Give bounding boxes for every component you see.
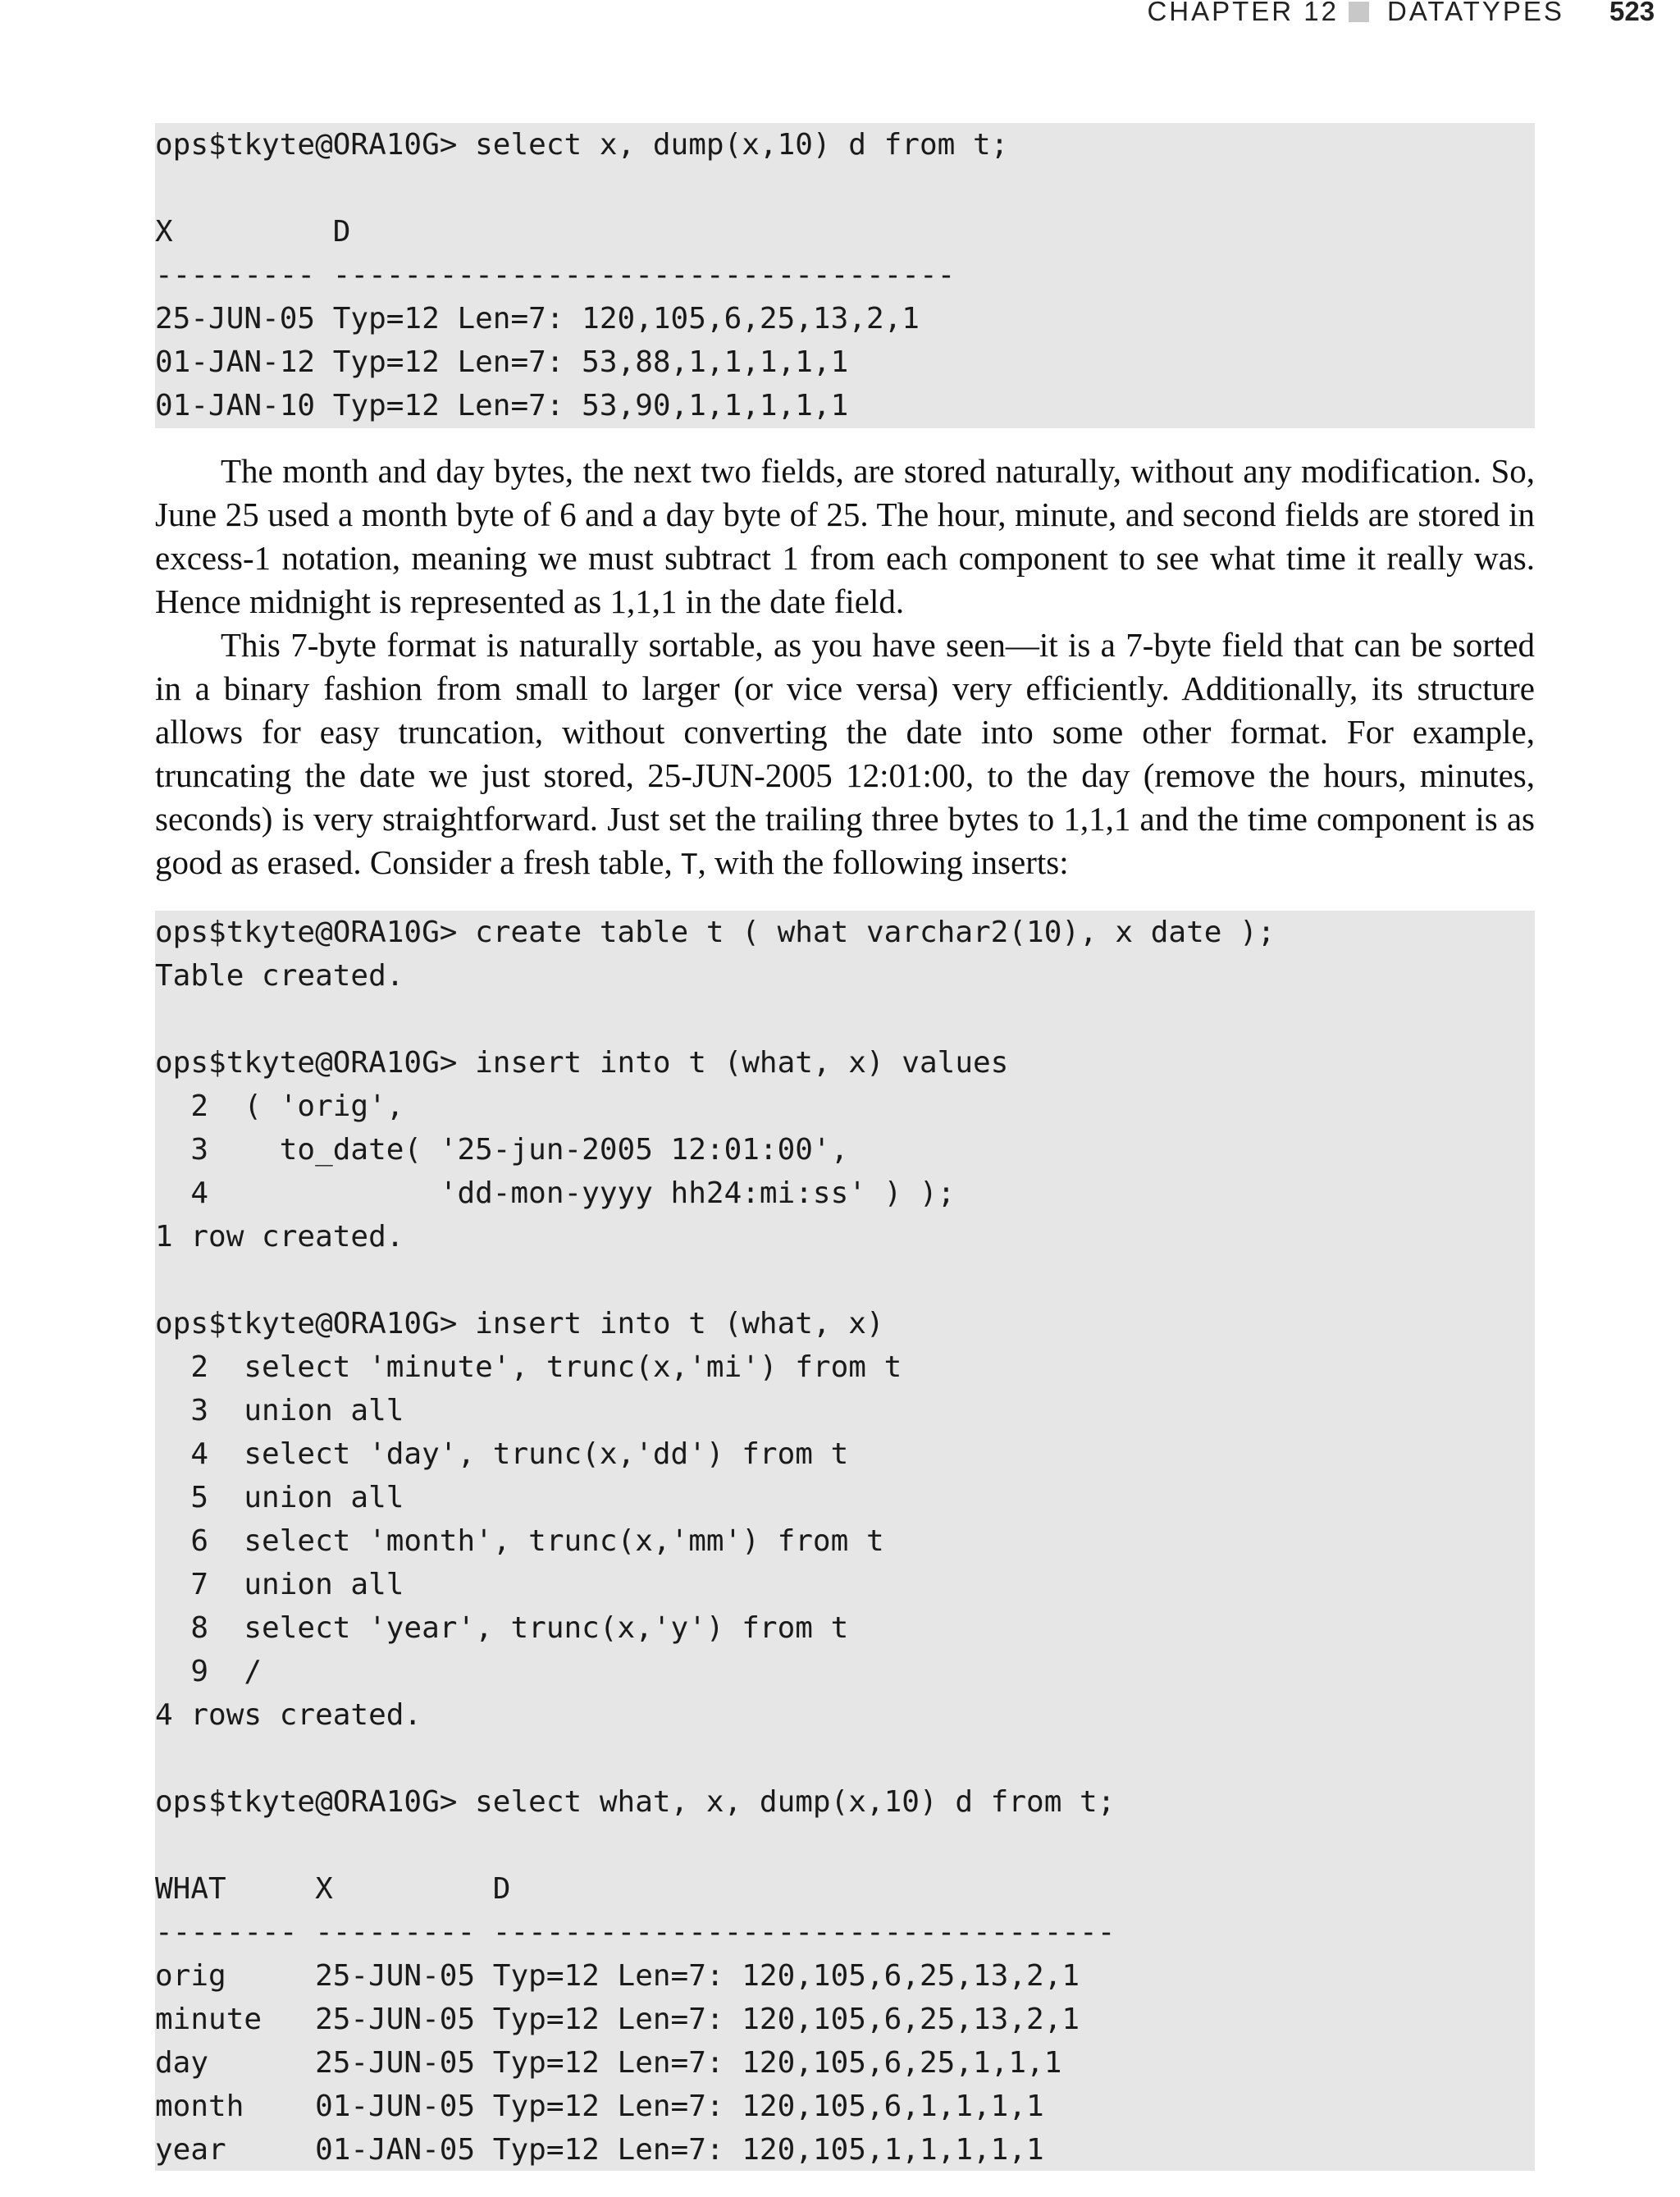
body-text	[155, 450, 1535, 887]
paragraph-1: The month and day bytes, the next two fields, are stored naturally, without any modification. So, June 25 used a month byte of 6 and a day byte of 25. The hour, minute, and second fields are stored in excess-1 notation, meaning we must subtract 1 from each component to see what time it really was. Hence midnight is represented as 1,1,1 in the date field.	[155, 452, 1535, 620]
inline-code-table-name: T	[681, 848, 698, 881]
page-number: 523	[1609, 0, 1655, 26]
code-listing-truncation	[155, 911, 1535, 2171]
header-square-icon	[1349, 2, 1369, 22]
code-listing-dump-query	[155, 123, 1535, 428]
paragraph-2	[155, 623, 1535, 887]
code-text-1: ops$tkyte@ORA10G> select x, dump(x,10) d from t; X D --------- ----------------------------------- 25-JUN-05 Typ=12 Len=7: 120,105,6,25,13,2,1 01-JAN-12 Typ=12 Len=7: 53,88,1,1,1,1,1 01-JAN-10 Typ=12 Len=7: 53,90,1,1,1,1,1	[155, 128, 1009, 422]
running-header	[0, 0, 1680, 33]
section-label: DATATYPES	[1387, 0, 1564, 26]
code-text-2: ops$tkyte@ORA10G> create table t ( what varchar2(10), x date ); Table created. ops$tkyte@ORA10G> insert into t (what, x) values 2 ( 'orig', 3 to_date( '25-jun-2005 12:01:00', 4 'dd-mon-yyyy hh24:mi:ss' ) ); 1 row created. ops$tkyte@ORA10G> insert into t (what, x) 2 select 'minute', trunc(x,'mi') from t 3 union all 4 select 'day', trunc(x,'dd') from t 5 union all 6 select 'month', trunc(x,'mm') from t 7 union all 8 select 'year', trunc(x,'y') from t 9 / 4 rows created. ops$tkyte@ORA10G> select what, x, dump(x,10) d from t; WHAT X D -------- --------- ----------------------------------- orig 25-JUN-05 Typ=12 Len=7: 120,105,6,25,13,2,1 minute 25-JUN-05 Typ=12 Len=7: 120,105,6,25,13,2,1 day 25-JUN-05 Typ=12 Len=7: 120,105,6,25,1,1,1 month 01-JUN-05 Typ=12 Len=7: 120,105,6,1,1,1,1 year 01-JAN-05 Typ=12 Len=7: 120,105,1,1,1,1,1	[155, 916, 1276, 2167]
paragraph-2-text-a: This 7-byte format is naturally sortable, as you have seen—it is a 7-byte field that can be sorted in a binary fashion from small to larger (or vice versa) very efficiently. Additionally, its structure allows for easy truncation, without converting the date into some other format. For example, truncating the date we just stored, 25-JUN-2005 12:01:00, to the day (remove the hours, minutes, seconds) is very straightforward. Just set the trailing three bytes to 1,1,1 and the time component is as good as erased. Consider a fresh table,	[155, 626, 1535, 881]
paragraph-2-text-b: , with the following inserts:	[697, 843, 1069, 881]
chapter-label: CHAPTER 12	[1147, 0, 1339, 26]
